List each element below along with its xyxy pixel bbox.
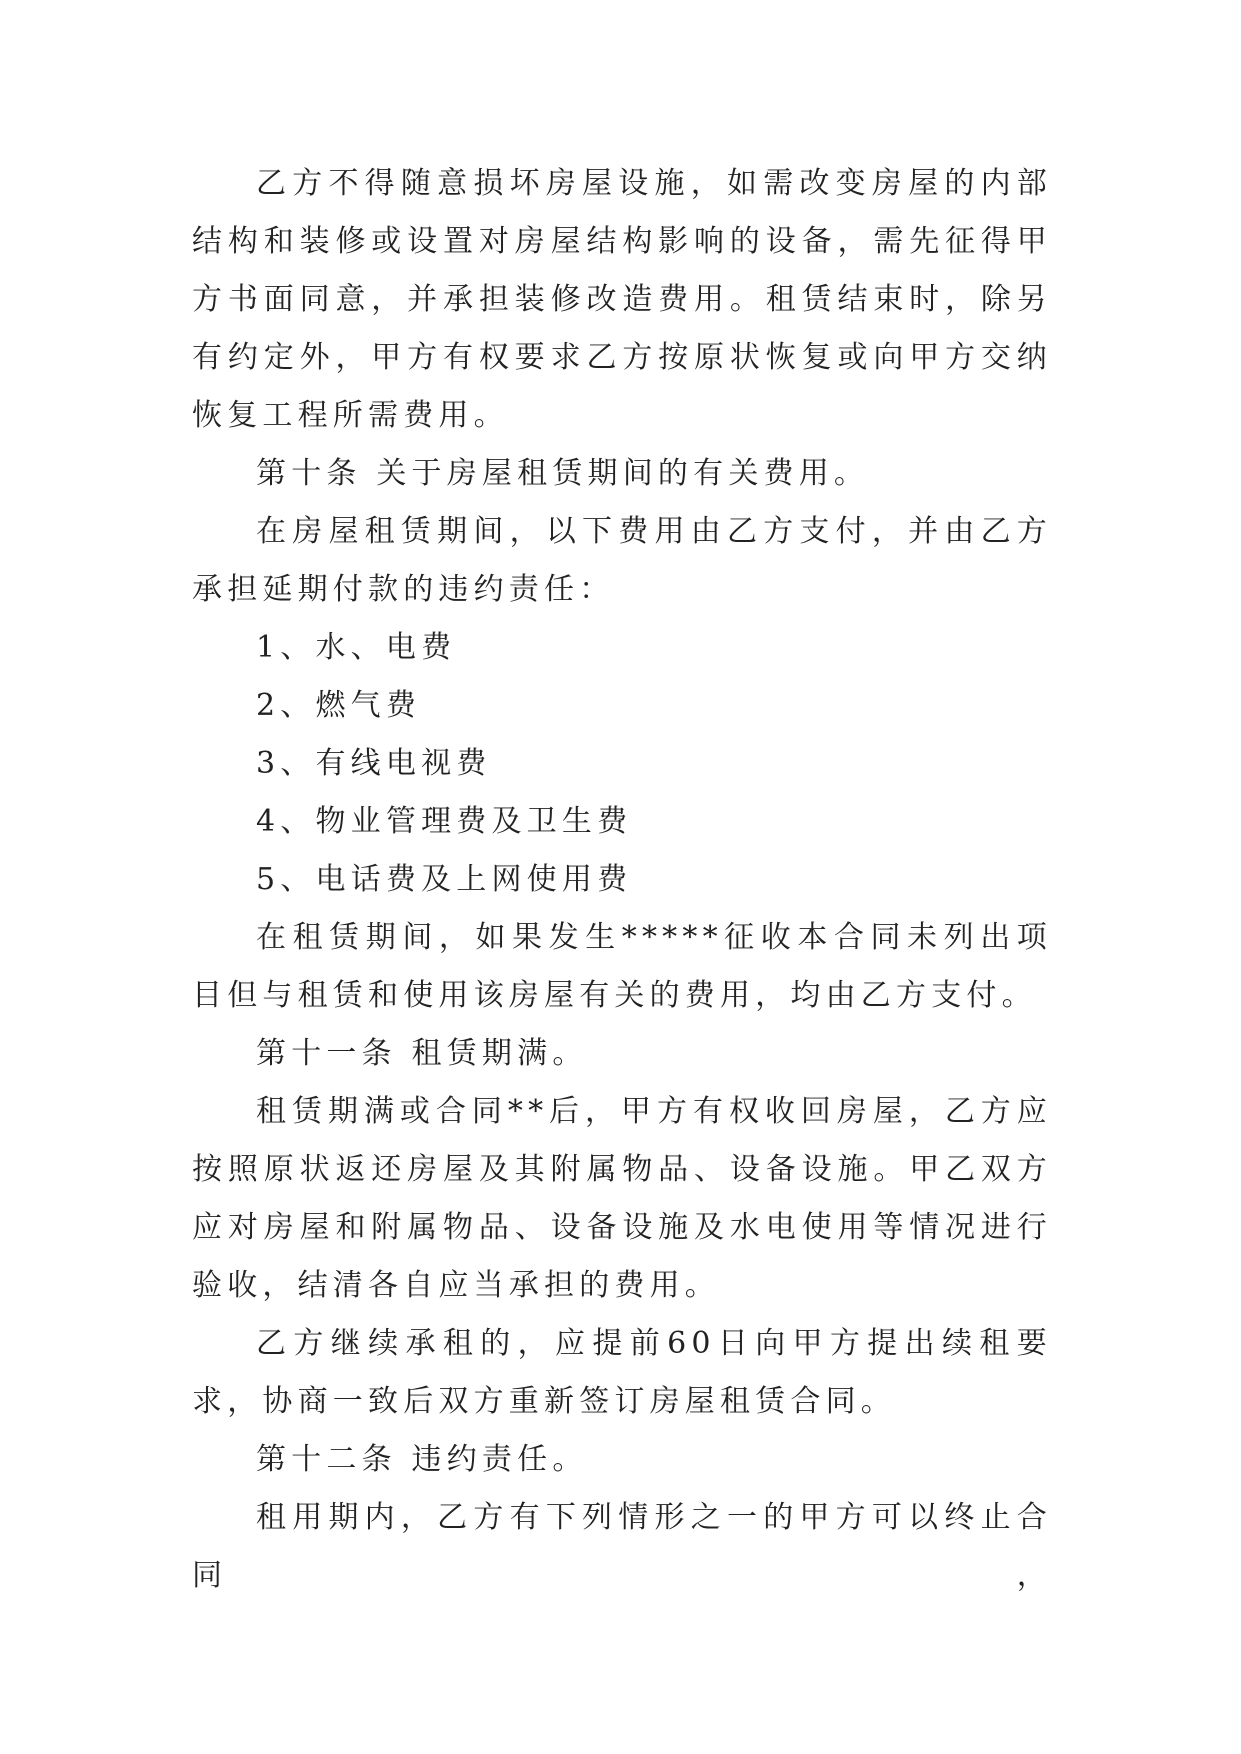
paragraph-lease-renewal: 乙方继续承租的，应提前60日向甲方提出续租要求，协商一致后双方重新签订房屋租赁合同。 [192,1326,1052,1419]
document-body [192,155,1052,1605]
paragraph-facility-damage: 乙方不得随意损坏房屋设施，如需改变房屋的内部结构和装修或设置对房屋结构影响的设备，需先征得甲方书面同意，并承担装修改造费用。租赁结束时，除另有约定外，甲方有权要求乙方按原状恢复或向甲方交纳恢复工程所需费用。 [192,166,1052,433]
list-item-fee-1: 1、水、电费 [256,630,457,665]
paragraph-other-fees: 在租赁期间，如果发生*****征收本合同未列出项目但与租赁和使用该房屋有关的费用，均由乙方支付。 [192,920,1052,1013]
list-item-fee-4: 4、物业管理费及卫生费 [256,804,633,839]
article-10-heading: 第十条 关于房屋租赁期间的有关费用。 [256,456,870,491]
article-11-heading: 第十一条 租赁期满。 [256,1036,588,1071]
list-item-fee-2: 2、燃气费 [256,688,422,723]
list-item-fee-3: 3、有线电视费 [256,746,492,781]
paragraph-lease-expiry: 租赁期满或合同**后，甲方有权收回房屋，乙方应按照原状返还房屋及其附属物品、设备设施。甲乙双方应对房屋和附属物品、设备设施及水电使用等情况进行验收，结清各自应当承担的费用。 [192,1094,1052,1303]
list-item-fee-5: 5、电话费及上网使用费 [256,862,633,897]
paragraph-fees-intro: 在房屋租赁期间，以下费用由乙方支付，并由乙方承担延期付款的违约责任： [192,514,1052,607]
article-12-heading: 第十二条 违约责任。 [256,1442,588,1477]
paragraph-breach-intro: 租用期内，乙方有下列情形之一的甲方可以终止合同， [192,1500,1052,1593]
